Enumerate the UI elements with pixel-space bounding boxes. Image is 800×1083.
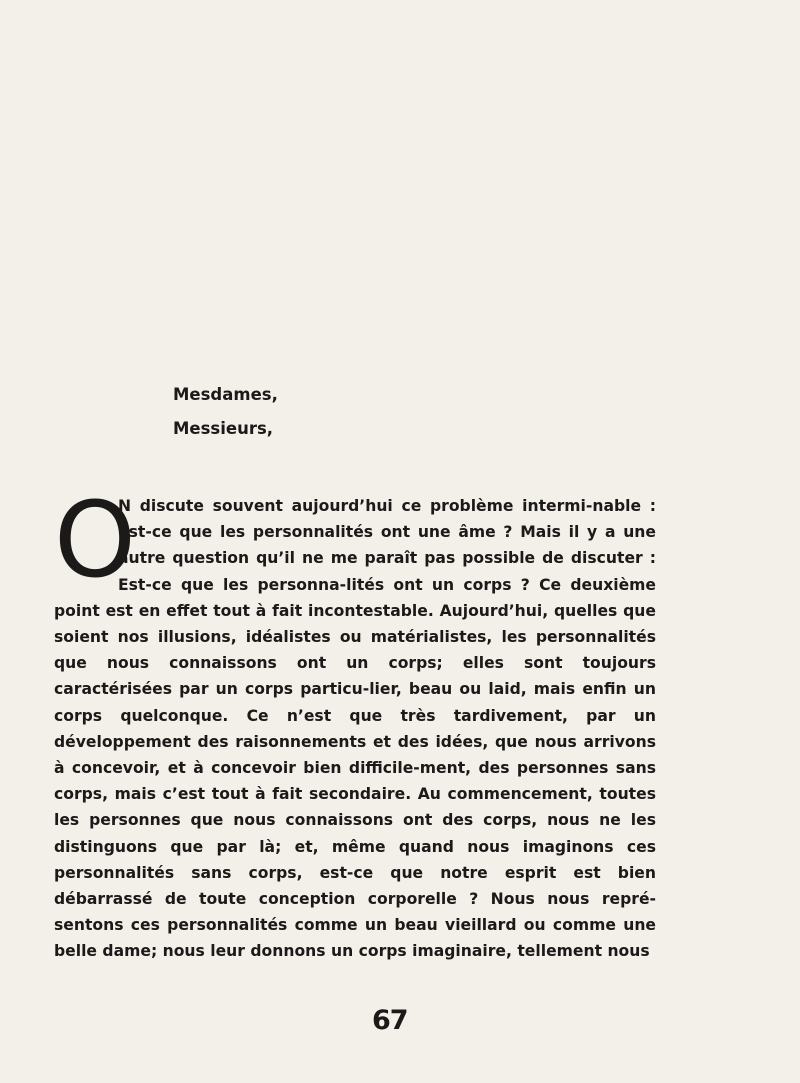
salutation — [173, 378, 278, 446]
salutation-line-2: Messieurs, — [173, 419, 274, 438]
salutation-line-1: Mesdames, — [173, 385, 278, 404]
drop-cap: O — [54, 479, 132, 601]
paragraph-text: N discute souvent aujourd’hui ce problème intermi-nable : Est-ce que les personnalités ont une âme ? Mais il y a une autre question qu’il ne me paraît pas possible de discuter : Est-ce que les personna-lités ont un corps ? Ce deuxième point est en effet tout à fait incontestable. Aujourd’hui, quelles que soient nos illusions, idéalistes ou matérialistes, les personnalités que nous connaissons ont un corps; elles sont toujours caractérisées par un corps particu-lier, beau ou laid, mais enfin un corps quelconque. Ce n’est que très tardivement, par un développement des raisonnements et des idées, que nous arrivons à concevoir, et à concevoir bien difficile-ment, des personnes sans corps, mais c’est tout à fait secondaire. Au commencement, toutes les personnes que nous connaissons ont des corps, nous ne les distinguons que par là; et, même quand nous imaginons ces personnalités sans corps, est-ce que notre esprit est bien débarrassé de toute conception corporelle ? Nous nous repré-sentons ces personnalités comme un beau vieillard ou comme une belle dame; nous leur donnons un corps imaginaire, tellement nous — [54, 497, 656, 961]
body-paragraph — [54, 479, 656, 965]
page-number: 67 — [372, 1005, 408, 1036]
